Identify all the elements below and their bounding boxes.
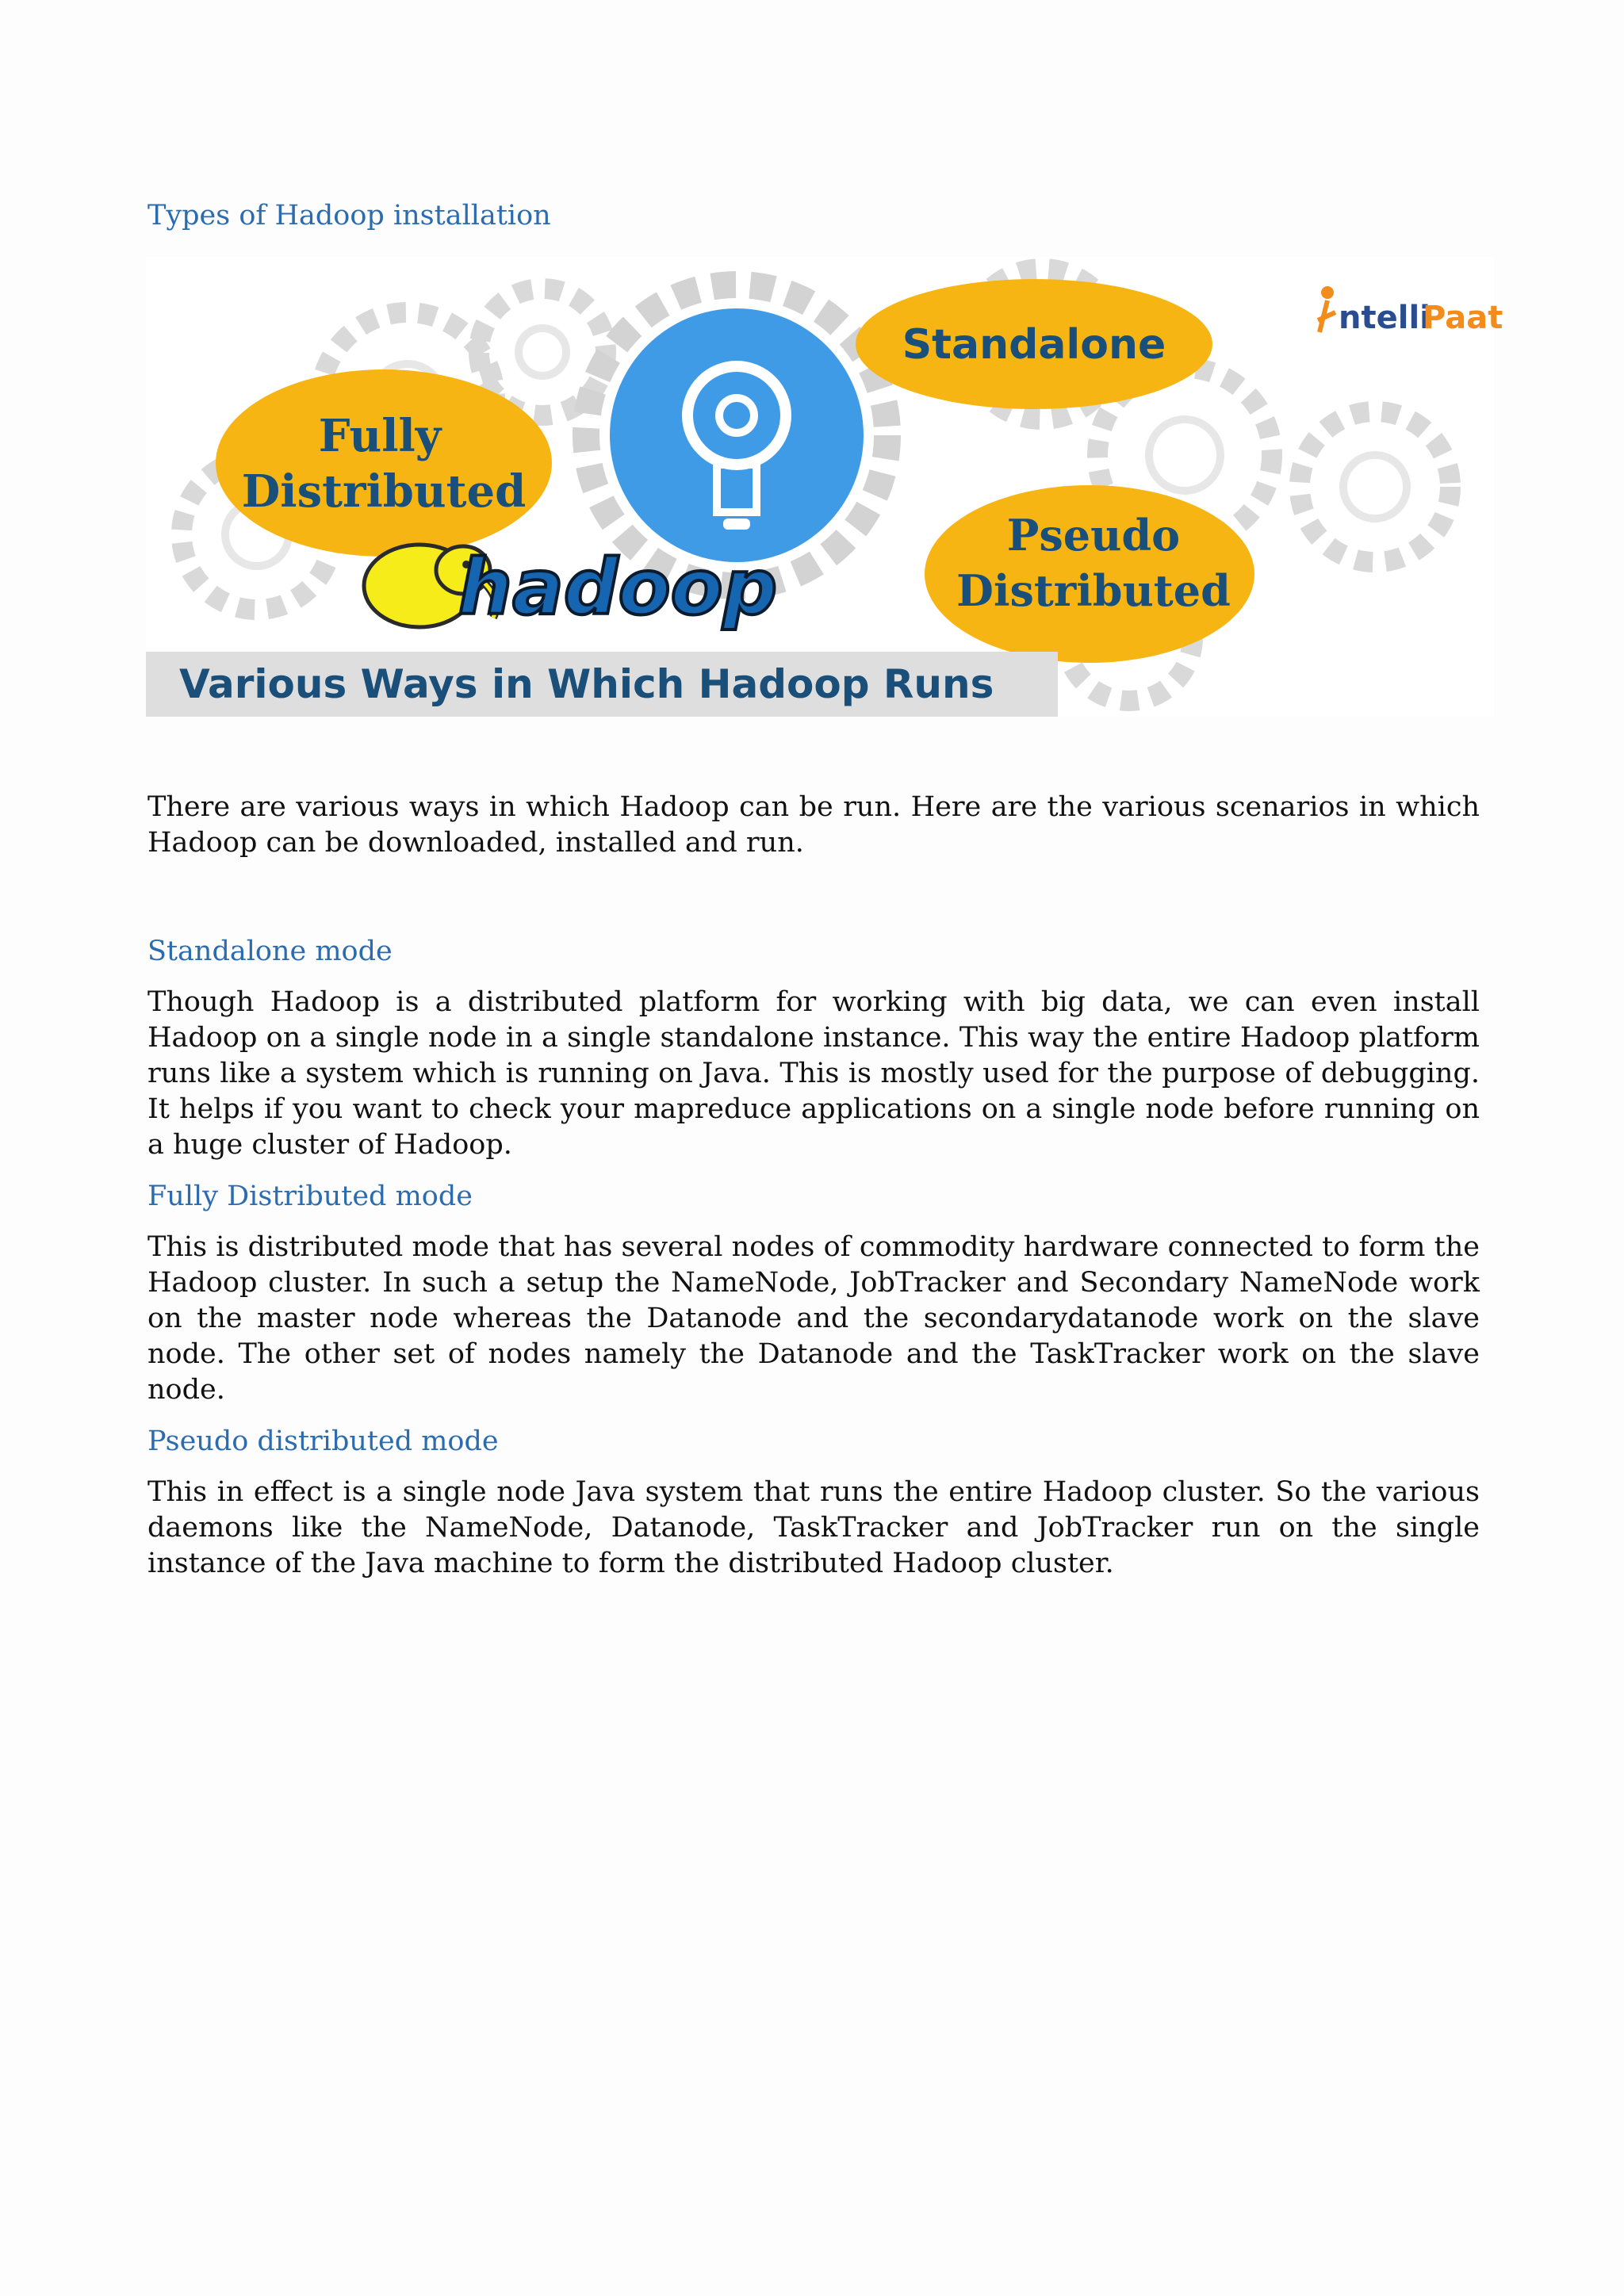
pseudo-label-line2: Distributed: [956, 565, 1231, 616]
fully-label-line2: Distributed: [241, 465, 527, 518]
fully-distributed-paragraph: This is distributed mode that has several nodes of commodity hardware connected to form the Hadoop cluster. In such a setup the NameNode, JobTracker and Secondary NameNode work on the master node whereas the Datanode and the secondarydatanode work on the slave node. The other set of nodes namely the Datanode and the TaskTracker work on the slave node.: [147, 1231, 1480, 1406]
section-title: Types of Hadoop installation: [147, 200, 551, 232]
standalone-label: Standalone: [902, 321, 1166, 369]
hadoop-banner-image: [146, 257, 1503, 717]
pseudo-distributed-heading: Pseudo distributed mode: [147, 1425, 499, 1457]
fully-distributed-heading: Fully Distributed mode: [147, 1181, 473, 1212]
brand-name-first: ntelli: [1339, 300, 1431, 336]
intellipaat-logo: [1318, 286, 1503, 336]
fully-distributed-bubble: [216, 369, 552, 557]
intro-paragraph: There are various ways in which Hadoop can be run. Here are the various scenarios in which Hadoop can be downloaded, installed and run.: [147, 791, 1480, 859]
brand-name-second: Paat: [1423, 300, 1503, 336]
fully-label-line1: Fully: [318, 410, 442, 462]
lightbulb-icon: [586, 285, 887, 586]
banner-caption: Various Ways in Which Hadoop Runs: [179, 661, 994, 707]
standalone-paragraph: Though Hadoop is a distributed platform for working with big data, we can even install Hadoop on a single node in a single standalone instance. This way the entire Hadoop platform runs like a system which is running on Java. This is mostly used for the purpose of debugging. It helps if you want to check your mapreduce applications on a single node before running on a huge cluster of Hadoop.: [147, 986, 1480, 1161]
pseudo-distributed-paragraph: This in effect is a single node Java system that runs the entire Hadoop cluster. So the various daemons like the NameNode, Datanode, TaskTracker and JobTracker run on the single instance of the Java machine to form the distributed Hadoop cluster.: [147, 1476, 1480, 1579]
pseudo-label-line1: Pseudo: [1006, 510, 1181, 561]
document-content: [147, 198, 1503, 1582]
standalone-heading: Standalone mode: [147, 936, 393, 967]
hadoop-wordmark: hadoop: [458, 543, 778, 632]
